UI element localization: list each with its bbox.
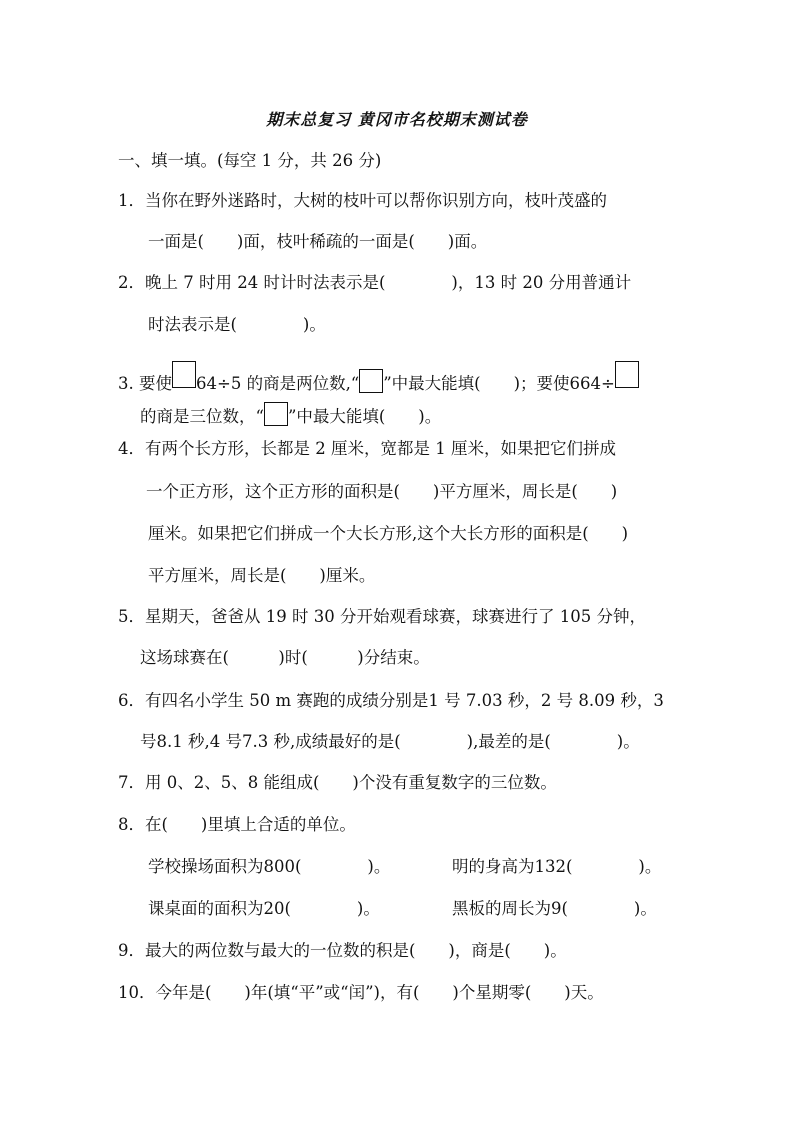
question-1-line-1: 1．当你在野外迷路时，大树的枝叶可以帮你识别方向，枝叶茂盛的 bbox=[118, 191, 607, 210]
question-7: 7．用 0、2、5、8 能组成( )个没有重复数字的三位数。 bbox=[118, 773, 557, 792]
question-3-text-1: 3. 要使 bbox=[118, 374, 172, 393]
question-3-text-2: 64÷5 的商是两位数,“ bbox=[196, 374, 360, 393]
section-heading: 一、填一填。(每空 1 分，共 26 分) bbox=[118, 151, 382, 170]
question-8-item-3: 课桌面的面积为20( )。 bbox=[148, 899, 380, 918]
question-8-item-2: 明的身高为132( )。 bbox=[452, 857, 662, 876]
blank-box bbox=[615, 361, 639, 388]
page-title: 期末总复习 黄冈市名校期末测试卷 bbox=[266, 110, 528, 129]
question-8-line-1: 8．在( )里填上合适的单位。 bbox=[118, 815, 356, 834]
question-8-item-4: 黑板的周长为9( )。 bbox=[452, 899, 657, 918]
question-4-line-2: 一个正方形，这个正方形的面积是( )平方厘米，周长是( ) bbox=[146, 482, 618, 501]
question-4-line-4: 平方厘米，周长是( )厘米。 bbox=[148, 566, 376, 585]
question-3-text-4: 的商是三位数，“ bbox=[140, 407, 264, 426]
question-6-line-1: 6．有四名小学生 50 m 赛跑的成绩分别是1 号 7.03 秒，2 号 8.09 秒，3 bbox=[118, 691, 664, 710]
question-2-line-1: 2．晚上 7 时用 24 时计时法表示是( )，13 时 20 分用普通计 bbox=[118, 273, 632, 292]
question-3-text-5: ”中最大能填( )。 bbox=[287, 407, 442, 426]
question-6-line-2: 号8.1 秒,4 号7.3 秒,成绩最好的是( ),最差的是( )。 bbox=[140, 732, 640, 751]
question-3-line-2 bbox=[140, 402, 441, 428]
question-4-line-1: 4．有两个长方形，长都是 2 厘米，宽都是 1 厘米，如果把它们拼成 bbox=[118, 439, 616, 458]
question-1-line-2: 一面是( )面，枝叶稀疏的一面是( )面。 bbox=[148, 232, 488, 251]
question-10: 10．今年是( )年(填“平”或“闰”)，有( )个星期零( )天。 bbox=[118, 983, 604, 1002]
blank-box bbox=[264, 402, 288, 426]
question-3-text-3: ”中最大能填( )；要使664÷ bbox=[383, 374, 615, 393]
question-9: 9．最大的两位数与最大的一位数的积是( )，商是( )。 bbox=[118, 941, 567, 960]
question-3-line-1 bbox=[118, 361, 639, 395]
question-5-line-1: 5．星期天，爸爸从 19 时 30 分开始观看球赛，球赛进行了 105 分钟， bbox=[118, 607, 646, 626]
question-4-line-3: 厘米。如果把它们拼成一个大长方形,这个大长方形的面积是( ) bbox=[148, 524, 629, 543]
question-8-item-1: 学校操场面积为800( )。 bbox=[148, 857, 391, 876]
question-2-line-2: 时法表示是( )。 bbox=[148, 315, 326, 334]
blank-box bbox=[172, 361, 196, 388]
blank-box bbox=[359, 369, 383, 393]
question-5-line-2: 这场球赛在( )时( )分结束。 bbox=[140, 648, 430, 667]
